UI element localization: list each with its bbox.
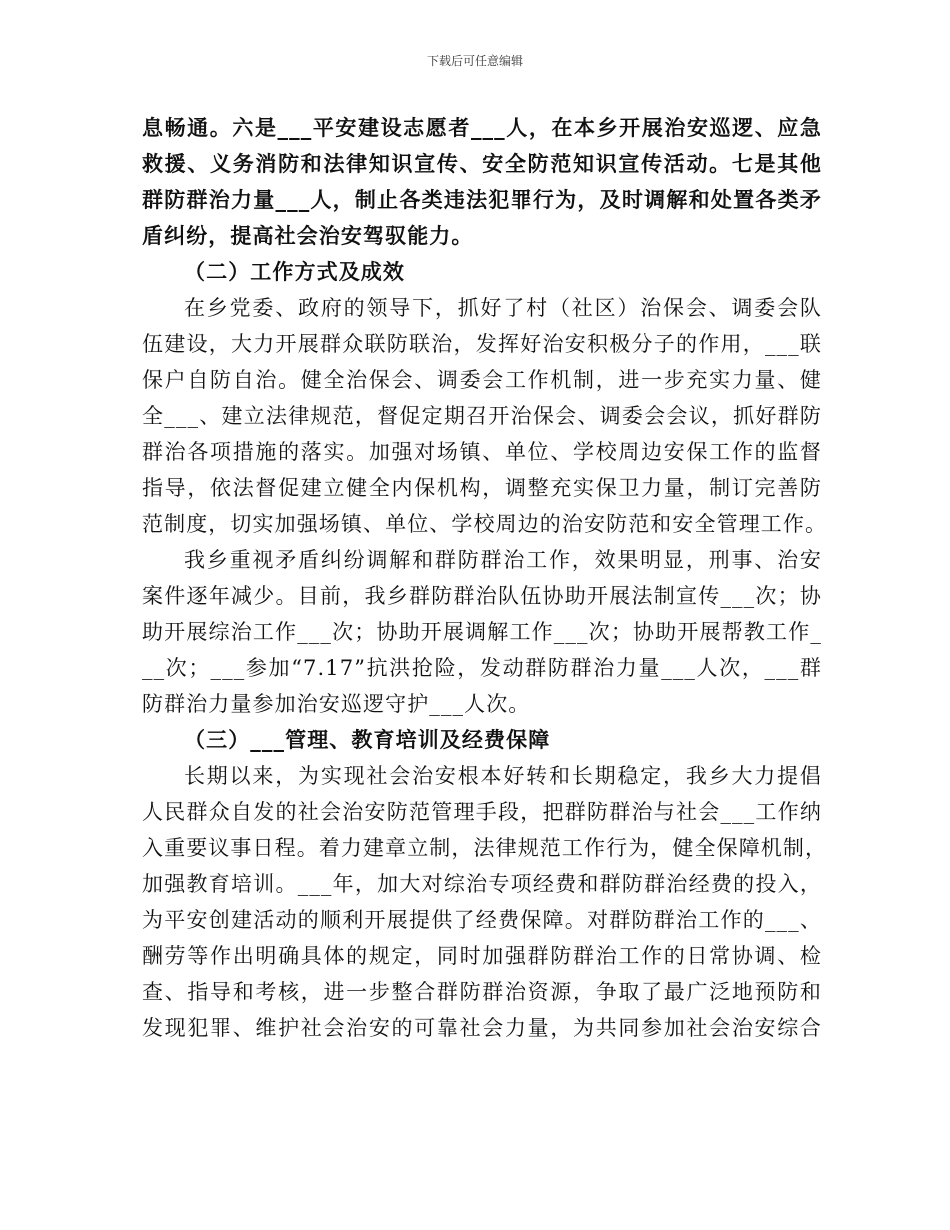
text-line: 为平安创建活动的顺利开展提供了经费保障。对群防群治工作的___、	[142, 908, 822, 932]
text-line: 长期以来，为实现社会治安根本好转和长期稳定，我乡大力提倡	[184, 764, 822, 788]
text-line: 入重要议事日程。着力建章立制，法律规范工作行为，健全保障机制，	[142, 836, 828, 860]
text-line: __次；___参加“7.17”抗洪抢险，发动群防群治力量___人次，___群	[142, 656, 822, 680]
text-line: 人民群众自发的社会治安防范管理手段，把群防群治与社会___工作纳	[142, 800, 822, 824]
section-heading-management-training-funding: （三）___管理、教育培训及经费保障	[184, 727, 551, 752]
text-line: 全___、建立法律规范，督促定期召开治保会、调委会会议，抓好群防	[142, 404, 822, 428]
text-line: 保户自防自治。健全治保会、调委会工作机制，进一步充实力量、健	[142, 368, 822, 392]
text-line: 防群治力量参加治安巡逻守护___人次。	[142, 692, 531, 716]
text-line: 息畅通。六是___平安建设志愿者___人，在本乡开展治安巡逻、应急	[142, 115, 822, 140]
text-line: 盾纠纷，提高社会治安驾驭能力。	[142, 223, 474, 248]
paragraph-results	[142, 542, 822, 722]
text-line: 群防群治力量___人，制止各类违法犯罪行为，及时调解和处置各类矛	[142, 187, 822, 212]
text-line: 查、指导和考核，进一步整合群防群治资源，争取了最广泛地预防和	[142, 980, 822, 1004]
text-line: 范制度，切实加强场镇、单位、学校周边的治安防范和安全管理工作。	[142, 512, 828, 536]
text-line: 在乡党委、政府的领导下，抓好了村（社区）治保会、调委会队	[184, 296, 822, 320]
text-line: 群治各项措施的落实。加强对场镇、单位、学校周边安保工作的监督	[142, 440, 822, 464]
paragraph-work-methods	[142, 290, 828, 542]
text-line: 救援、义务消防和法律知识宣传、安全防范知识宣传活动。七是其他	[142, 151, 822, 176]
text-line: 指导，依法督促建立健全内保机构，调整充实保卫力量，制订完善防	[142, 476, 822, 500]
page-header-note: 下载后可任意编辑	[426, 54, 523, 68]
text-line: 发现犯罪、维护社会治安的可靠社会力量，为共同参加社会治安综合	[142, 1016, 822, 1040]
text-line: 加强教育培训。___年，加大对综治专项经费和群防群治经费的投入，	[142, 872, 822, 896]
section-heading-work-methods: （二）工作方式及成效	[184, 259, 405, 284]
paragraph-volunteers	[142, 110, 822, 254]
text-line: 酬劳等作出明确具体的规定，同时加强群防群治工作的日常协调、检	[142, 944, 822, 968]
text-line: 我乡重视矛盾纠纷调解和群防群治工作，效果明显，刑事、治安	[184, 548, 822, 572]
paragraph-management	[142, 758, 828, 1046]
text-line: 助开展综治工作___次；协助开展调解工作___次；协助开展帮教工作_	[142, 620, 822, 644]
document-body	[142, 110, 828, 1046]
text-line: 伍建设，大力开展群众联防联治，发挥好治安积极分子的作用，___联	[142, 332, 822, 356]
text-line: 案件逐年减少。目前，我乡群防群治队伍协助开展法制宣传___次；协	[142, 584, 822, 608]
